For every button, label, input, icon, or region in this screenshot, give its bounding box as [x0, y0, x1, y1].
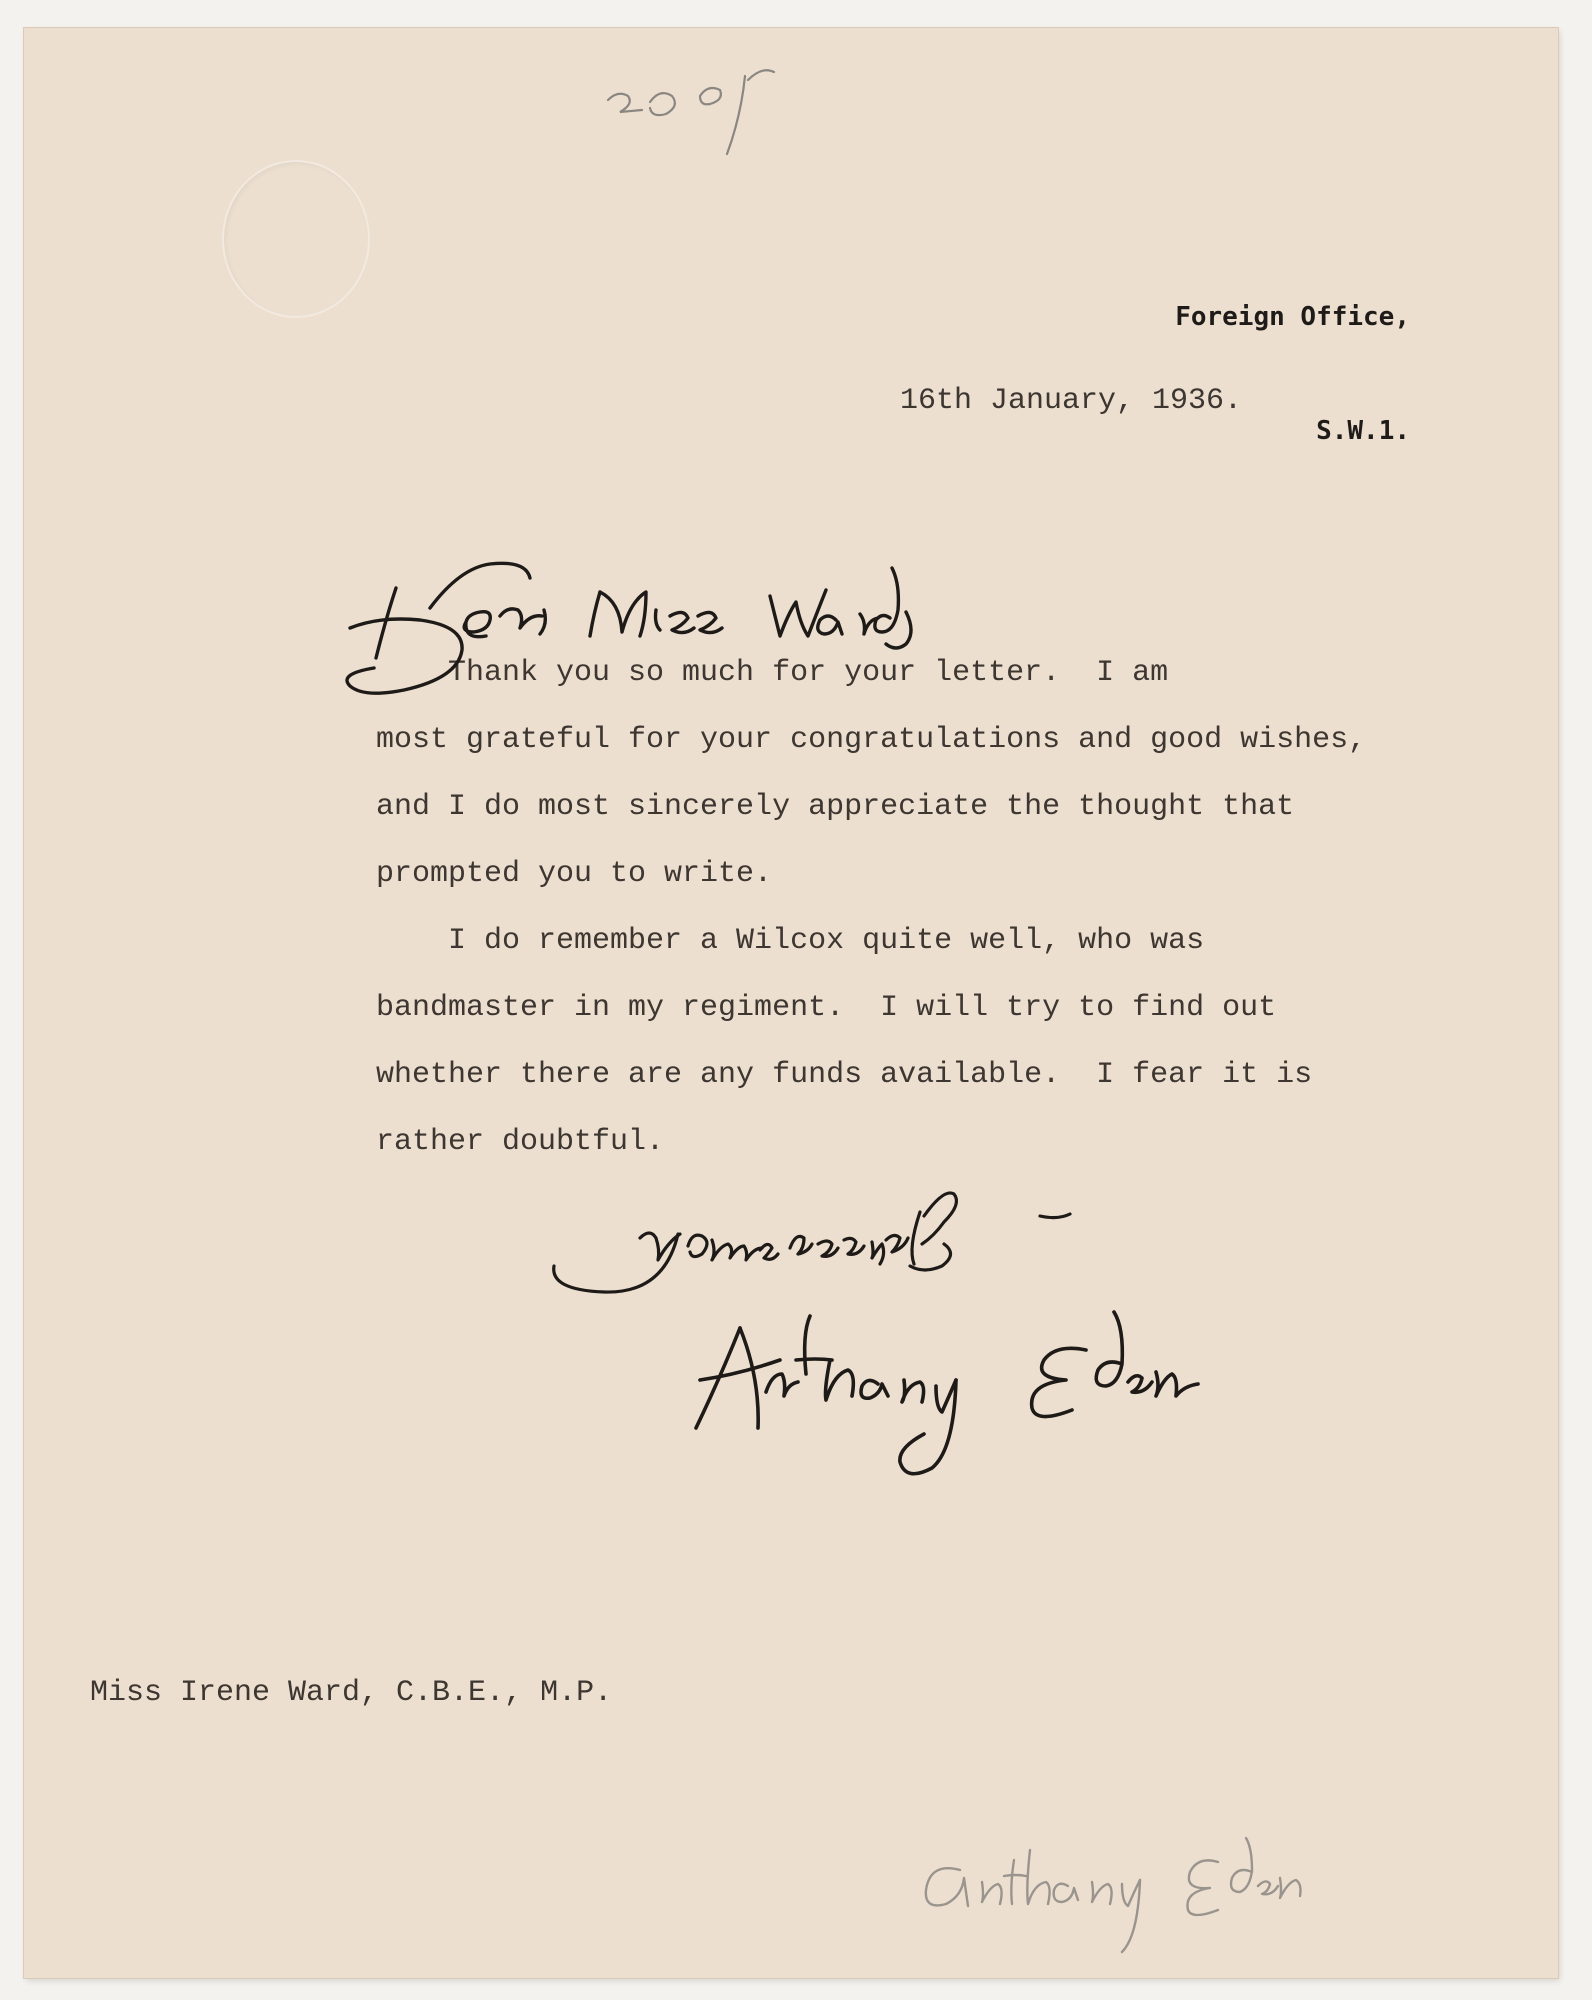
body-line: Thank you so much for your letter. I am [376, 656, 1169, 690]
body-line: rather doubtful. [376, 1125, 665, 1159]
recipient-line: Miss Irene Ward, C.B.E., M.P. [90, 1676, 613, 1710]
salutation-handwritten [347, 563, 911, 693]
closing-handwritten [554, 1193, 1070, 1292]
letter-date: 16th January, 1936. [900, 384, 1243, 418]
body-line: I do remember a Wilcox quite well, who was [376, 924, 1205, 958]
signature [696, 1312, 1198, 1474]
body-line: and I do most sincerely appreciate the thought that [376, 790, 1295, 824]
body-line: whether there are any funds available. I fear it is [376, 1058, 1313, 1092]
body-line: most grateful for your congratulations and good wishes, [376, 723, 1367, 757]
body-line: prompted you to write. [376, 857, 773, 891]
letterhead-office: Foreign Office, [1175, 302, 1410, 332]
pencil-note [926, 1838, 1301, 1952]
letterhead-address: S.W.1. [1316, 416, 1410, 446]
archive-pencil-mark [608, 70, 774, 154]
body-line: bandmaster in my regiment. I will try to find out [376, 991, 1277, 1025]
